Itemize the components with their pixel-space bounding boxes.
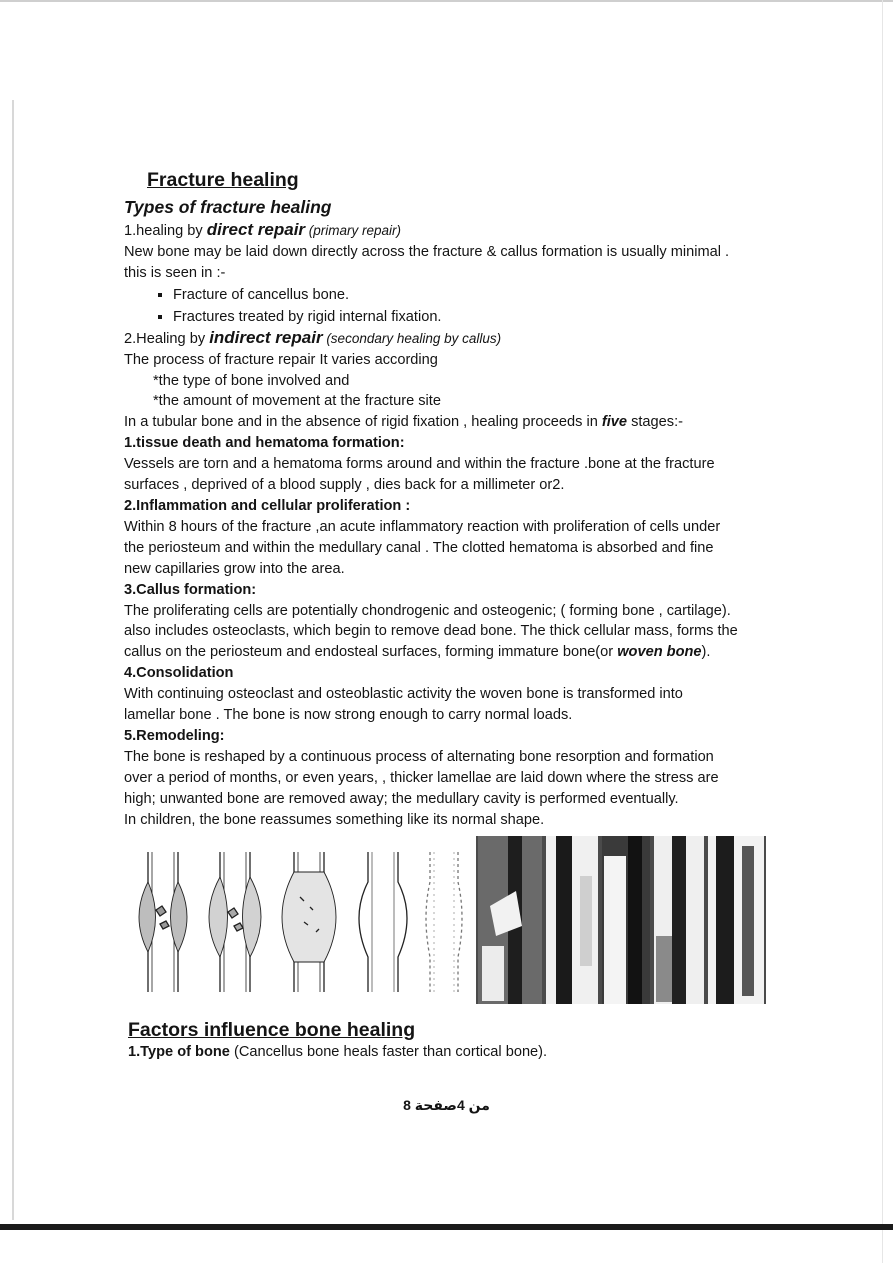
stage-3-heading: 3.Callus formation: [124, 581, 257, 598]
xray-panel-5 [708, 836, 764, 1004]
stage-5-heading: 5.Remodeling: [124, 727, 225, 744]
stage-1-line: Vessels are torn and a hematoma forms around and within the fracture .bone at the fracture [124, 456, 715, 473]
indirect-prefix: 2.Healing by [124, 330, 210, 347]
indirect-emph: indirect repair [209, 327, 323, 347]
fracture-healing-figure [128, 836, 768, 1006]
stage-2-line: Within 8 hours of the fracture ,an acute inflammatory reaction with proliferation of cells under [124, 518, 721, 535]
stages-intro [124, 412, 784, 433]
stage-5-line: The bone is reshaped by a continuous process of alternating bone resorption and formation [124, 748, 714, 765]
stage-4-heading: 4.Consolidation [124, 665, 234, 682]
stage-1-line: surfaces , deprived of a blood supply , dies back for a millimeter or2. [124, 477, 565, 494]
healing-stages-drawings [128, 842, 468, 1002]
indirect-note: (secondary healing by callus) [322, 330, 502, 346]
stage-5-line: high; unwanted bone are removed away; the medullary cavity is performed eventually. [124, 790, 679, 807]
direct-repair-heading [124, 220, 784, 242]
stage-4-line: With continuing osteoclast and osteoblastic activity the woven bone is transformed into [124, 686, 683, 703]
stage-3-last-pre: callus on the periosteum and endosteal surfaces, forming immature bone(or [124, 644, 618, 661]
direct-desc-1: New bone may be laid down directly across the fracture & callus formation is usually minimal . [124, 243, 730, 260]
bone-drawing-stage-2 [209, 852, 261, 992]
stage-3-line-last [124, 642, 784, 663]
section-subtitle: Types of fracture healing [124, 197, 332, 217]
stage-1-heading: 1.tissue death and hematoma formation: [124, 435, 405, 452]
xray-panel-2 [546, 836, 598, 1004]
stage-3-line: also includes osteoclasts, which begin to remove dead bone. The thick cellular mass, forms the [124, 623, 738, 640]
stages-emph: five [601, 414, 628, 431]
xray-panel-4 [654, 836, 704, 1004]
stage-3-last-post: ). [701, 644, 711, 661]
stage-3-last-emph: woven bone [617, 644, 702, 661]
stage-3-line: The proliferating cells are potentially chondrogenic and osteogenic; ( forming bone , cartilage). [124, 602, 731, 619]
direct-note: (primary repair) [305, 223, 402, 238]
page-number: 8 من 4صفحة [403, 1097, 490, 1113]
stage-5-line: In children, the bone reassumes something like its normal shape. [124, 811, 545, 828]
scan-edge-left [12, 100, 14, 1220]
xray-images [476, 836, 766, 1004]
indirect-desc: The process of fracture repair It varies according [124, 351, 438, 368]
bone-drawing-stage-1 [139, 852, 187, 992]
stages-post: stages:- [627, 414, 683, 431]
scan-edge-right [882, 0, 883, 1263]
stage-5-line: over a period of months, or even years, , thicker lamellae are laid down where the stress are [124, 769, 719, 786]
bone-drawing-stage-4 [359, 852, 407, 992]
stages-pre: In a tubular bone and in the absence of rigid fixation , healing proceeds in [124, 414, 602, 431]
factors-section [128, 1016, 788, 1060]
factors-item-1-text: (Cancellus bone heals faster than cortical bone). [229, 1044, 548, 1060]
bone-drawing-stage-5 [426, 852, 462, 992]
stage-2-heading: 2.Inflammation and cellular proliferation : [124, 497, 411, 514]
stage-2-line: new capillaries grow into the area. [124, 560, 345, 577]
scan-bottom-edge [0, 1224, 893, 1230]
factors-item-1-head: 1.Type of bone [128, 1044, 230, 1060]
xray-panel-3 [602, 836, 650, 1004]
direct-prefix: 1.healing by [124, 223, 207, 239]
page-top-edge [0, 0, 893, 2]
factors-item-1 [128, 1044, 788, 1060]
list-item: ▪ Fracture of cancellus bone. [173, 284, 784, 306]
page-title: Fracture healing [147, 169, 299, 191]
indirect-repair-heading [124, 328, 784, 350]
list-item: ▪ Fractures treated by rigid internal fixation. [173, 306, 784, 328]
indirect-item-2: *the amount of movement at the fracture site [153, 393, 441, 410]
document-body [124, 166, 784, 830]
stage-2-line: the periosteum and within the medullary canal . The clotted hematoma is absorbed and fine [124, 539, 714, 556]
direct-bullet-list [124, 284, 784, 328]
direct-desc-2: this is seen in :- [124, 264, 226, 281]
direct-emph: direct repair [206, 220, 306, 239]
stage-4-line: lamellar bone . The bone is now strong enough to carry normal loads. [124, 707, 573, 724]
bone-drawing-stage-3 [282, 852, 336, 992]
factors-title: Factors influence bone healing [128, 1019, 416, 1041]
indirect-item-1: *the type of bone involved and [153, 372, 350, 389]
xray-panel-1 [478, 836, 542, 1004]
